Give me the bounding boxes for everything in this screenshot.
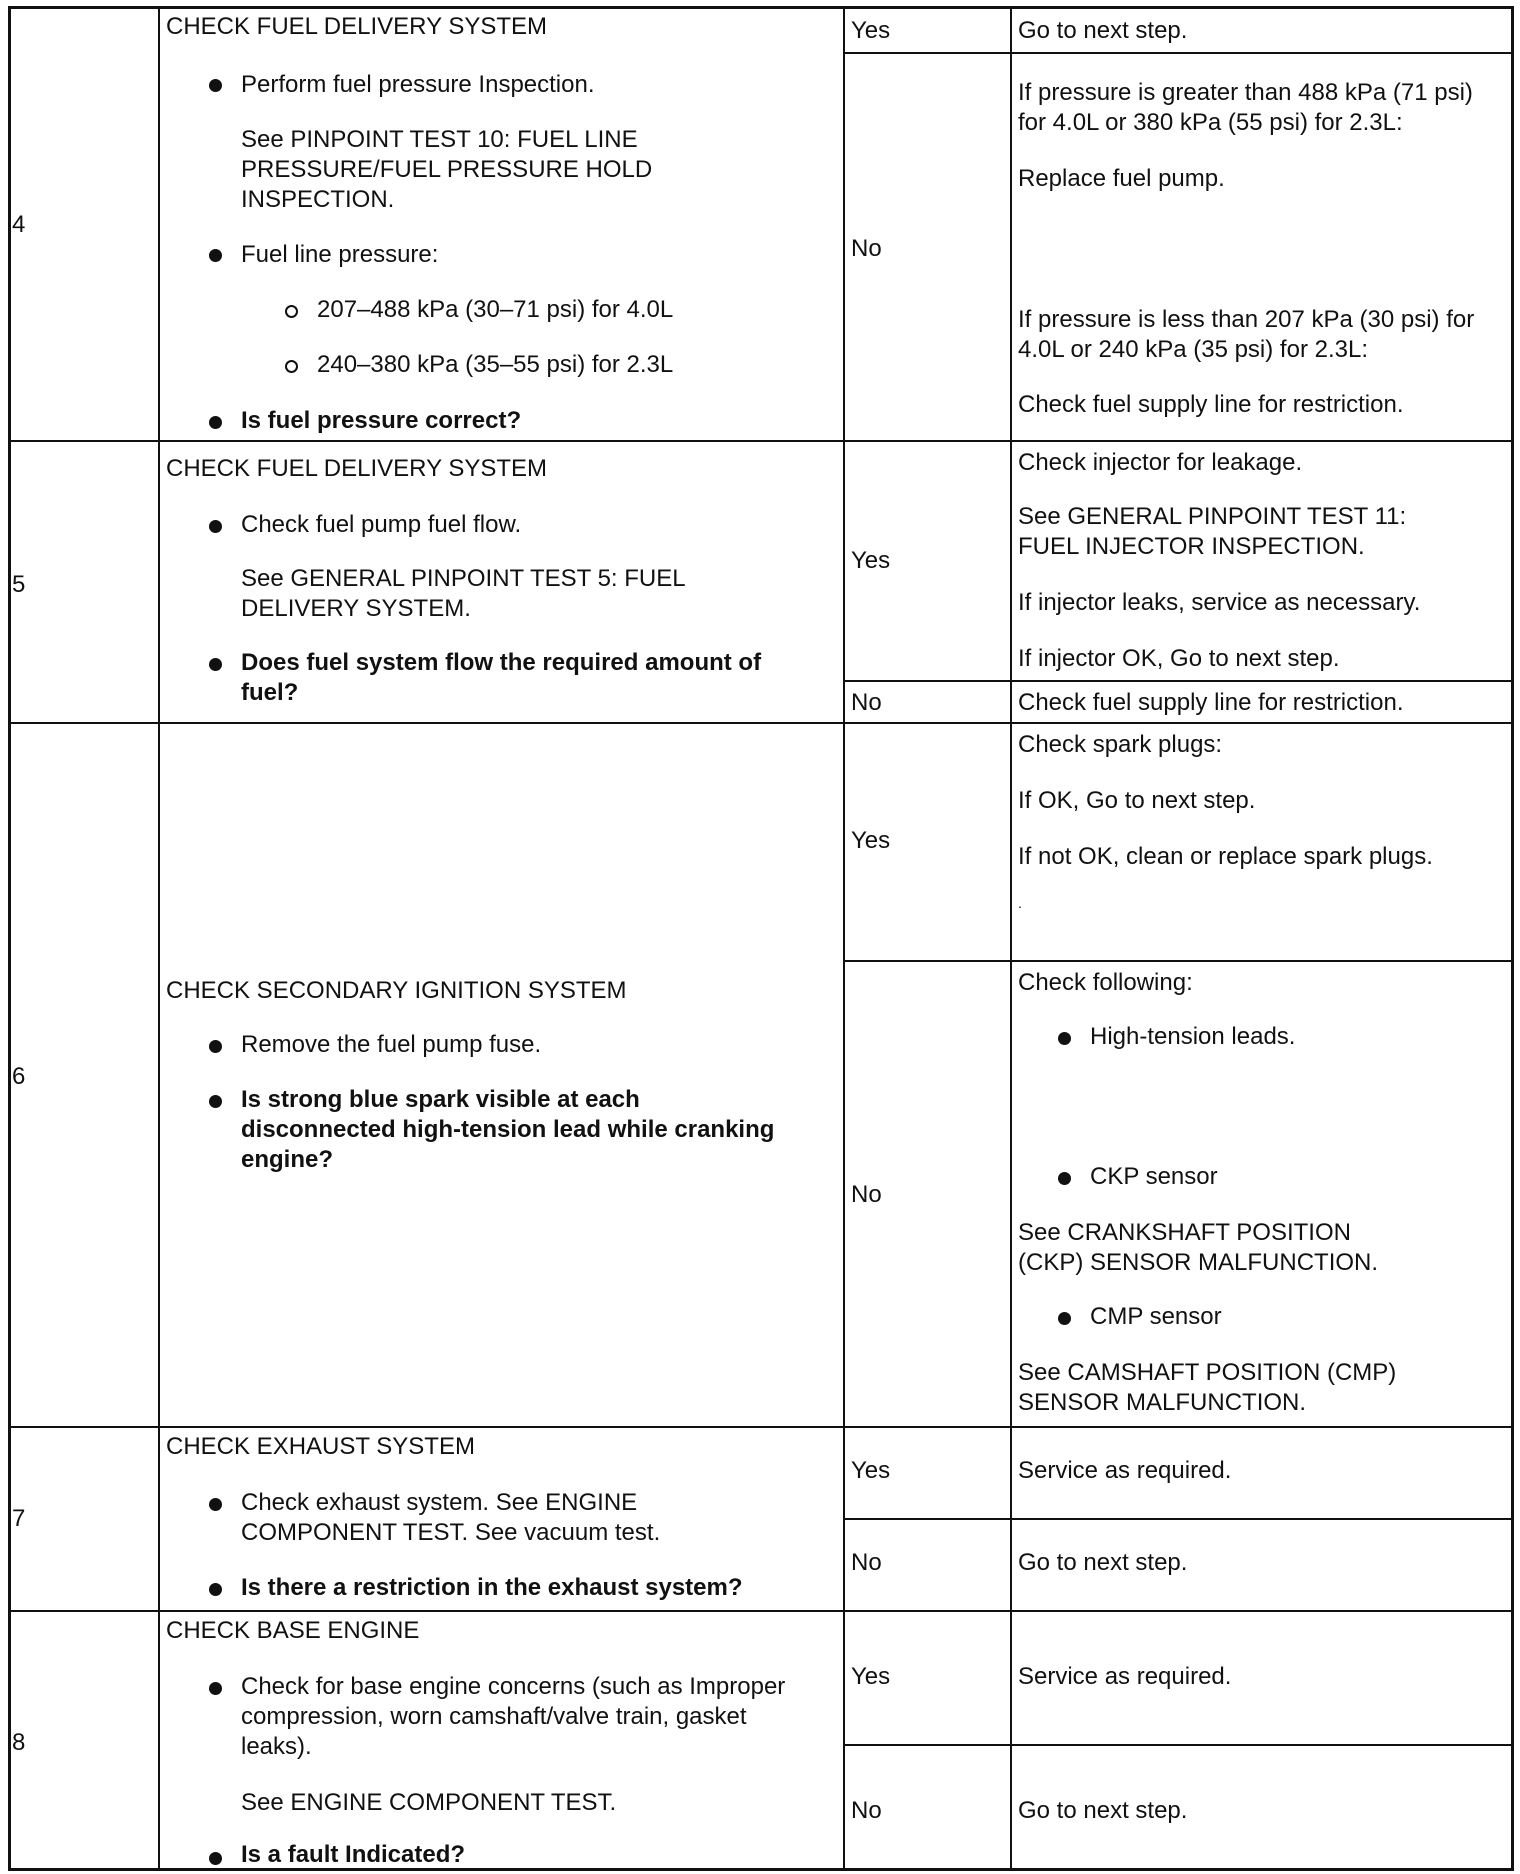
result-label-no: No — [851, 1549, 882, 1576]
result-label-yes: Yes — [851, 547, 891, 574]
result-text: If injector leaks, service as necessary. — [1018, 589, 1421, 616]
result-text: If injector OK, Go to next step. — [1018, 645, 1340, 672]
reference-text: SENSOR MALFUNCTION. — [1018, 1389, 1307, 1416]
step-number: 4 — [12, 211, 26, 238]
result-text: See GENERAL PINPOINT TEST 11: — [1018, 503, 1407, 530]
subrow-divider — [843, 52, 1514, 54]
result-label-yes: Yes — [851, 1457, 891, 1484]
step-number: 7 — [12, 1505, 26, 1532]
bullet-icon — [209, 1095, 222, 1108]
result-text: FUEL INJECTOR INSPECTION. — [1018, 533, 1365, 560]
result-label-no: No — [851, 1797, 882, 1824]
result-text: If pressure is less than 207 kPa (30 psi) for — [1018, 306, 1475, 333]
action-bullet: COMPONENT TEST. See vacuum test. — [241, 1519, 661, 1546]
bullet-icon — [209, 79, 222, 92]
bullet-icon — [1058, 1032, 1071, 1045]
bullet-icon — [209, 520, 222, 533]
result-text: . — [1018, 895, 1022, 911]
action-bullet: Check fuel pump fuel flow. — [241, 511, 522, 538]
result-text: Go to next step. — [1018, 1797, 1188, 1824]
result-text: If OK, Go to next step. — [1018, 787, 1256, 814]
result-label-yes: Yes — [851, 17, 891, 44]
result-text: Check following: — [1018, 969, 1193, 996]
result-text: for 4.0L or 380 kPa (55 psi) for 2.3L: — [1018, 109, 1403, 136]
action-question: fuel? — [241, 679, 299, 706]
result-label-yes: Yes — [851, 827, 891, 854]
step-title: CHECK FUEL DELIVERY SYSTEM — [166, 455, 547, 482]
action-question: disconnected high-tension lead while cranking — [241, 1116, 775, 1143]
result-label-yes: Yes — [851, 1663, 891, 1690]
subrow-divider — [843, 1744, 1514, 1746]
row-divider — [8, 1610, 1514, 1612]
action-bullet: Remove the fuel pump fuse. — [241, 1031, 542, 1058]
action-question: Does fuel system flow the required amount of — [241, 649, 762, 676]
reference-text: See CRANKSHAFT POSITION — [1018, 1219, 1351, 1246]
step-title: CHECK SECONDARY IGNITION SYSTEM — [166, 977, 627, 1004]
result-text: Check spark plugs: — [1018, 731, 1223, 758]
step-number: 5 — [12, 571, 26, 598]
table-border-bottom — [8, 1868, 1514, 1871]
sub-bullet-icon — [285, 360, 298, 373]
action-question: engine? — [241, 1146, 334, 1173]
table-border-right — [1511, 6, 1514, 1871]
bullet-icon — [209, 658, 222, 671]
action-sub-bullet: 240–380 kPa (35–55 psi) for 2.3L — [317, 351, 674, 378]
action-sub-bullet: 207–488 kPa (30–71 psi) for 4.0L — [317, 296, 674, 323]
reference-text: See PINPOINT TEST 10: FUEL LINE — [241, 126, 638, 153]
step-title: CHECK EXHAUST SYSTEM — [166, 1433, 475, 1460]
row-divider — [8, 722, 1514, 724]
row-divider — [8, 440, 1514, 442]
action-question: Is there a restriction in the exhaust system? — [241, 1574, 743, 1601]
result-text: Go to next step. — [1018, 1549, 1188, 1576]
step-number: 8 — [12, 1729, 26, 1756]
result-text: Check fuel supply line for restriction. — [1018, 689, 1404, 716]
step-number: 6 — [12, 1063, 26, 1090]
column-divider-action — [843, 6, 845, 1871]
result-text: Check fuel supply line for restriction. — [1018, 391, 1404, 418]
bullet-icon — [209, 1852, 222, 1865]
action-question: Is a fault Indicated? — [241, 1841, 466, 1868]
result-text: Go to next step. — [1018, 17, 1188, 44]
result-text: If not OK, clean or replace spark plugs. — [1018, 843, 1433, 870]
reference-text: See GENERAL PINPOINT TEST 5: FUEL — [241, 565, 686, 592]
bullet-icon — [209, 1682, 222, 1695]
result-text: Replace fuel pump. — [1018, 165, 1225, 192]
action-question: Is fuel pressure correct? — [241, 407, 522, 434]
bullet-icon — [209, 416, 222, 429]
action-bullet: leaks). — [241, 1733, 312, 1760]
step-title: CHECK BASE ENGINE — [166, 1617, 420, 1644]
result-bullet: CKP sensor — [1090, 1163, 1218, 1190]
sub-bullet-icon — [285, 305, 298, 318]
action-bullet: Check for base engine concerns (such as Improper — [241, 1673, 786, 1700]
subrow-divider — [843, 1518, 1514, 1520]
result-bullet: High-tension leads. — [1090, 1023, 1296, 1050]
reference-text: See ENGINE COMPONENT TEST. — [241, 1789, 617, 1816]
table-border-left — [8, 6, 11, 1871]
result-text: Check injector for leakage. — [1018, 449, 1303, 476]
action-bullet: Check exhaust system. See ENGINE — [241, 1489, 638, 1516]
result-label-no: No — [851, 235, 882, 262]
subrow-divider — [843, 960, 1514, 962]
result-text: If pressure is greater than 488 kPa (71 psi) — [1018, 79, 1473, 106]
column-divider-result — [1010, 6, 1012, 1871]
reference-text: DELIVERY SYSTEM. — [241, 595, 471, 622]
bullet-icon — [209, 249, 222, 262]
subrow-divider — [843, 680, 1514, 682]
step-title: CHECK FUEL DELIVERY SYSTEM — [166, 13, 547, 40]
bullet-icon — [1058, 1312, 1071, 1325]
reference-text: INSPECTION. — [241, 186, 395, 213]
bullet-icon — [209, 1498, 222, 1511]
bullet-icon — [209, 1040, 222, 1053]
reference-text: PRESSURE/FUEL PRESSURE HOLD — [241, 156, 653, 183]
reference-text: (CKP) SENSOR MALFUNCTION. — [1018, 1249, 1379, 1276]
result-text: 4.0L or 240 kPa (35 psi) for 2.3L: — [1018, 336, 1368, 363]
result-bullet: CMP sensor — [1090, 1303, 1222, 1330]
reference-text: See CAMSHAFT POSITION (CMP) — [1018, 1359, 1397, 1386]
result-text: Service as required. — [1018, 1663, 1232, 1690]
action-bullet: Fuel line pressure: — [241, 241, 439, 268]
action-bullet: Perform fuel pressure Inspection. — [241, 71, 595, 98]
bullet-icon — [209, 1583, 222, 1596]
result-label-no: No — [851, 1181, 882, 1208]
action-question: Is strong blue spark visible at each — [241, 1086, 640, 1113]
table-border-top — [8, 6, 1514, 9]
row-divider — [8, 1426, 1514, 1428]
result-label-no: No — [851, 689, 882, 716]
column-divider-step — [158, 6, 160, 1871]
result-text: Service as required. — [1018, 1457, 1232, 1484]
bullet-icon — [1058, 1172, 1071, 1185]
action-bullet: compression, worn camshaft/valve train, gasket — [241, 1703, 747, 1730]
